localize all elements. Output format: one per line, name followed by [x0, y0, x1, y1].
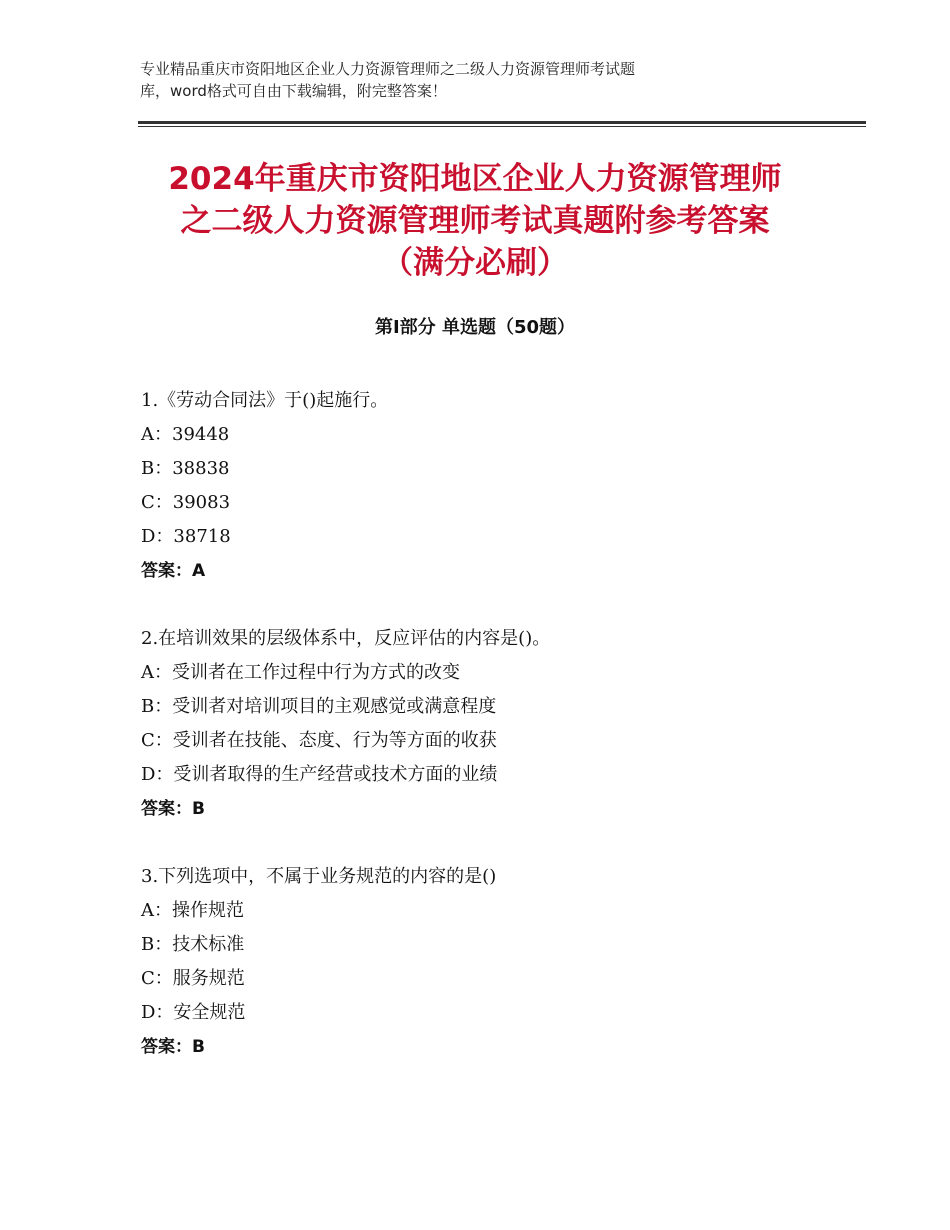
question-stem: 1.《劳动合同法》于()起施行。 [141, 390, 389, 411]
header-note [140, 58, 780, 102]
answer-line: 答案：B [141, 799, 205, 819]
document-title [140, 158, 810, 284]
option-d: D：安全规范 [141, 1002, 246, 1023]
section-heading: 第Ⅰ部分 单选题（50题） [374, 317, 575, 338]
option-d: D：受训者取得的生产经营或技术方面的业绩 [141, 764, 498, 785]
question-stem: 3.下列选项中，不属于业务规范的内容的是() [141, 866, 497, 887]
option-d: D：38718 [141, 526, 231, 547]
header-note-line-2: 库，word格式可自由下载编辑，附完整答案！ [140, 82, 447, 100]
question-list [141, 384, 841, 1098]
option-c: C：服务规范 [141, 968, 245, 989]
header-rule-thick [138, 121, 866, 124]
answer-line: 答案：A [141, 561, 206, 581]
option-b: B：受训者对培训项目的主观感觉或满意程度 [141, 696, 497, 717]
option-b: B：38838 [141, 458, 230, 479]
option-a: A：受训者在工作过程中行为方式的改变 [141, 662, 460, 683]
title-line-1: 2024年重庆市资阳地区企业人力资源管理师 [168, 161, 782, 197]
question-2 [141, 622, 841, 826]
header-rule-thin [138, 126, 866, 127]
option-a: A：39448 [141, 424, 230, 445]
question-1 [141, 384, 841, 588]
title-line-2: 之二级人力资源管理师考试真题附参考答案 [180, 203, 770, 239]
option-c: C：受训者在技能、态度、行为等方面的收获 [141, 730, 497, 751]
title-line-3: （满分必刷） [382, 245, 568, 281]
option-c: C：39083 [141, 492, 231, 513]
option-b: B：技术标准 [141, 934, 245, 955]
option-a: A：操作规范 [141, 900, 244, 921]
answer-line: 答案：B [141, 1037, 205, 1057]
question-3 [141, 860, 841, 1064]
header-note-line-1: 专业精品重庆市资阳地区企业人力资源管理师之二级人力资源管理师考试题 [140, 60, 636, 78]
question-stem: 2.在培训效果的层级体系中，反应评估的内容是()。 [141, 628, 551, 649]
